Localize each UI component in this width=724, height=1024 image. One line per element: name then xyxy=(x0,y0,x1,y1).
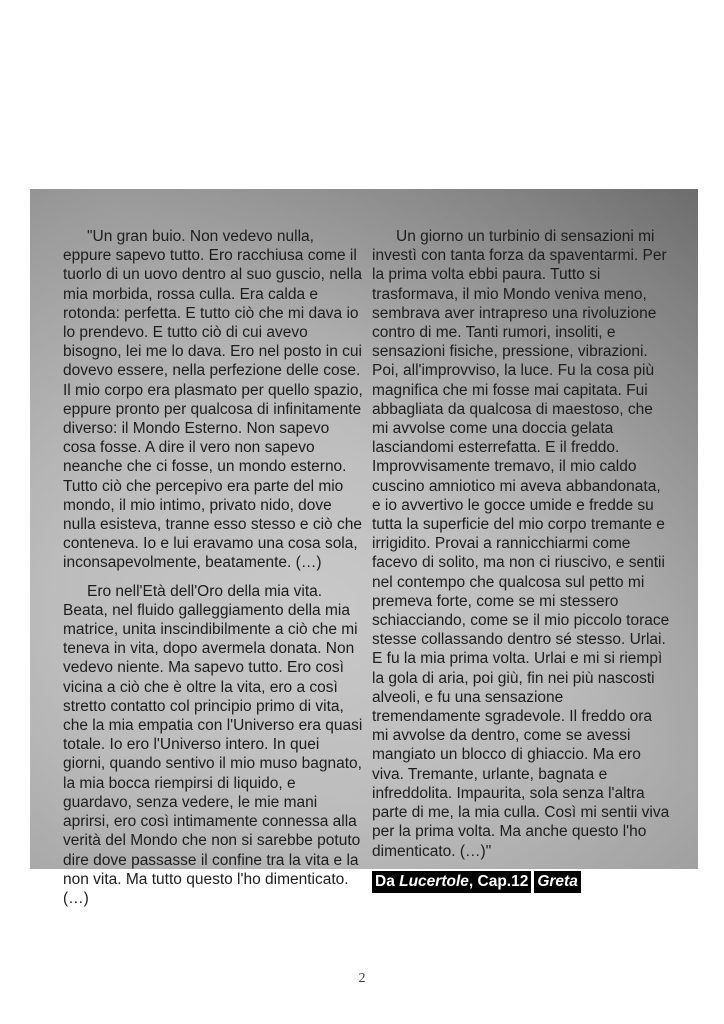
paragraph-1: "Un gran buio. Non vedevo nulla, eppure sapevo tutto. Ero racchiusa come il tuorlo di un uovo dentro al suo guscio, nella mia morbida, rossa culla. Era calda e rotonda: perfetta. E tutto ciò che mi dava io lo prendevo. E tutto ciò di cui avevo bisogno, lei me lo dava. Ero nel posto in cui dovevo essere, nella perfezione delle cose. Il mio corpo era plasmato per quello spazio, eppure pronto per qualcosa di infinitamente diverso: il Mondo Esterno. Non sapevo cosa fosse. A dire il vero non sapevo neanche che ci fosse, un mondo esterno. Tutto ciò che percepivo era parte del mio mondo, il mio intimo, privato nido, dove nulla esisteva, tranne esso stesso e ciò che conteneva. Io e lui eravamo una cosa sola, inconsapevolmente, beatamente. (…) xyxy=(63,228,363,572)
citation-chapter: , Cap.12 xyxy=(468,872,529,890)
paragraph-3: Un giorno un turbinio di sensazioni mi investì con tanta forza da spaventarmi. Per la prima volta ebbi paura. Tutto si trasformava, il mio Mondo veniva meno, sembrava aver intrapreso una rivoluzione contro di me. Tanti rumori, insoliti, e sensazioni fisiche, pressione, vibrazioni. Poi, all'improvviso, la luce. Fu la cosa più magnifica che mi fosse mai capitata. Fui abbagliata da qualcosa di maestoso, che mi avvolse come una doccia gelata lasciandomi esterrefatta. E il freddo. Improvvisamente tremavo, il mio caldo cuscino amniotico mi aveva abbandonata, e io avvertivo le gocce umide e fredde su tutta la superficie del mio corpo tremante e irrigidito. Provai a rannicchiarmi come facevo di solito, ma non ci riuscivo, e sentii nel contempo che qualcosa sul petto mi premeva forte, come se mi stessero schiacciando, come se il mio piccolo torace stesse collassando dentro sé stesso. Urlai. E fu la mia prima volta. Urlai e mi si riempì la gola di aria, poi giù, fin nei più nascosti alveoli, e fu una sensazione tremendamente sgradevole. Il freddo ora mi avvolse da dentro, come se avessi mangiato un blocco di ghiaccio. Ma ero viva. Tremante, urlante, bagnata e infreddolita. Impaurita, sola senza l'altra parte di me, la mia culla. Così mi sentii viva per la prima volta. Ma anche questo l'ho dimenticato. (…)" xyxy=(372,228,670,860)
citation-work-title: Lucertole xyxy=(399,872,469,890)
quote-panel xyxy=(30,189,698,907)
citation-line xyxy=(372,871,671,893)
page-number: 2 xyxy=(358,971,366,986)
citation-prefix: Da xyxy=(375,872,400,890)
left-column xyxy=(63,227,363,907)
right-column xyxy=(372,227,671,890)
citation-author xyxy=(534,871,581,893)
citation-author-name: Greta xyxy=(537,872,578,890)
paragraph-2: Ero nell'Età dell'Oro della mia vita. Beata, nel fluido galleggiamento della mia matrice, unita inscindibilmente a ciò che mi teneva in vita, dopo avermela donata. Non vedevo niente. Ma sapevo tutto. Ero così vicina a ciò che è oltre la vita, ero a così stretto contatto col principio primo di vita, che la mia empatia con l'Universo era quasi totale. Io ero l'Universo intero. In quei giorni, quando sentivo il mio muso bagnato, la mia bocca riempirsi di liquido, e guardavo, senza vedere, le mie mani aprirsi, ero così intimamente connessa alla verità del Mondo che non si sarebbe potuto dire dove passasse il confine tra la vita e la non vita. Ma tutto questo l'ho dimenticato. (…) xyxy=(63,582,363,907)
citation-source xyxy=(372,871,531,893)
